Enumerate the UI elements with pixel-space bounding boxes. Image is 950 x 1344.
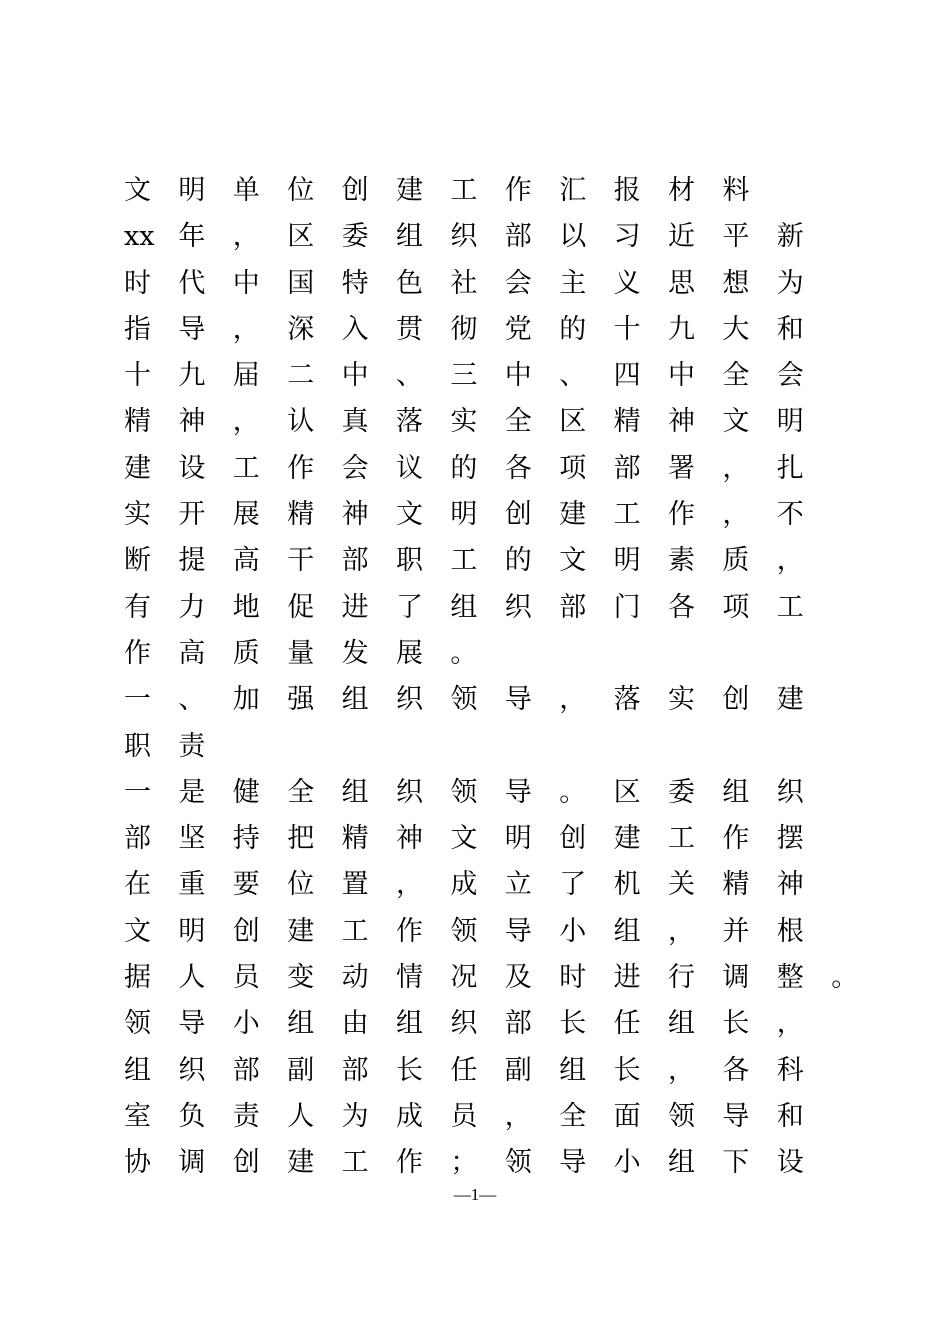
- text-line: 断 提 高 干 部 职 工 的 文 明 素 质 ，: [124, 545, 804, 577]
- text-line: 指 导 ， 深 入 贯 彻 党 的 十 九 大 和: [124, 313, 804, 345]
- text-line: 文 明 创 建 工 作 领 导 小 组 ， 并 根: [124, 915, 804, 947]
- text-line: 实 开 展 精 神 文 明 创 建 工 作 ， 不: [124, 499, 804, 531]
- text-line: 有 力 地 促 进 了 组 织 部 门 各 项 工: [124, 591, 804, 623]
- text-line: 一 是 健 全 组 织 领 导 。 区 委 组 织: [124, 776, 804, 808]
- page-number: —1—: [453, 1185, 497, 1204]
- text-line: 协 调 创 建 工 作 ； 领 导 小 组 下 设: [124, 1147, 804, 1179]
- text-line: 领 导 小 组 由 组 织 部 长 任 组 长 ，: [124, 1008, 804, 1040]
- text-line: xx 年 ， 区 委 组 织 部 以 习 近 平 新: [124, 221, 804, 253]
- text-line: 职 责: [124, 730, 206, 762]
- text-line: 建 设 工 作 会 议 的 各 项 部 署 ， 扎: [124, 452, 804, 484]
- text-line: 一 、 加 强 组 织 领 导 ， 落 实 创 建: [124, 684, 804, 716]
- text-line: 作 高 质 量 发 展 。: [124, 637, 478, 669]
- text-line: 在 重 要 位 置 ， 成 立 了 机 关 精 神: [124, 869, 804, 901]
- text-line: 据 人 员 变 动 情 况 及 时 进 行 调 整 。: [124, 962, 859, 994]
- text-line: 精 神 ， 认 真 落 实 全 区 精 神 文 明: [124, 406, 804, 438]
- text-line: 文 明 单 位 创 建 工 作 汇 报 材 料: [124, 175, 750, 206]
- text-line: 十 九 届 二 中 、 三 中 、 四 中 全 会: [124, 360, 804, 392]
- document-body: [124, 168, 950, 1187]
- text-line: 部 坚 持 把 精 神 文 明 创 建 工 作 摆: [124, 823, 804, 855]
- text-line: 室 负 责 人 为 成 员 ， 全 面 领 导 和: [124, 1100, 804, 1132]
- text-line: 时 代 中 国 特 色 社 会 主 义 思 想 为: [124, 267, 804, 299]
- text-line: 组 织 部 副 部 长 任 副 组 长 ， 各 科: [124, 1054, 804, 1086]
